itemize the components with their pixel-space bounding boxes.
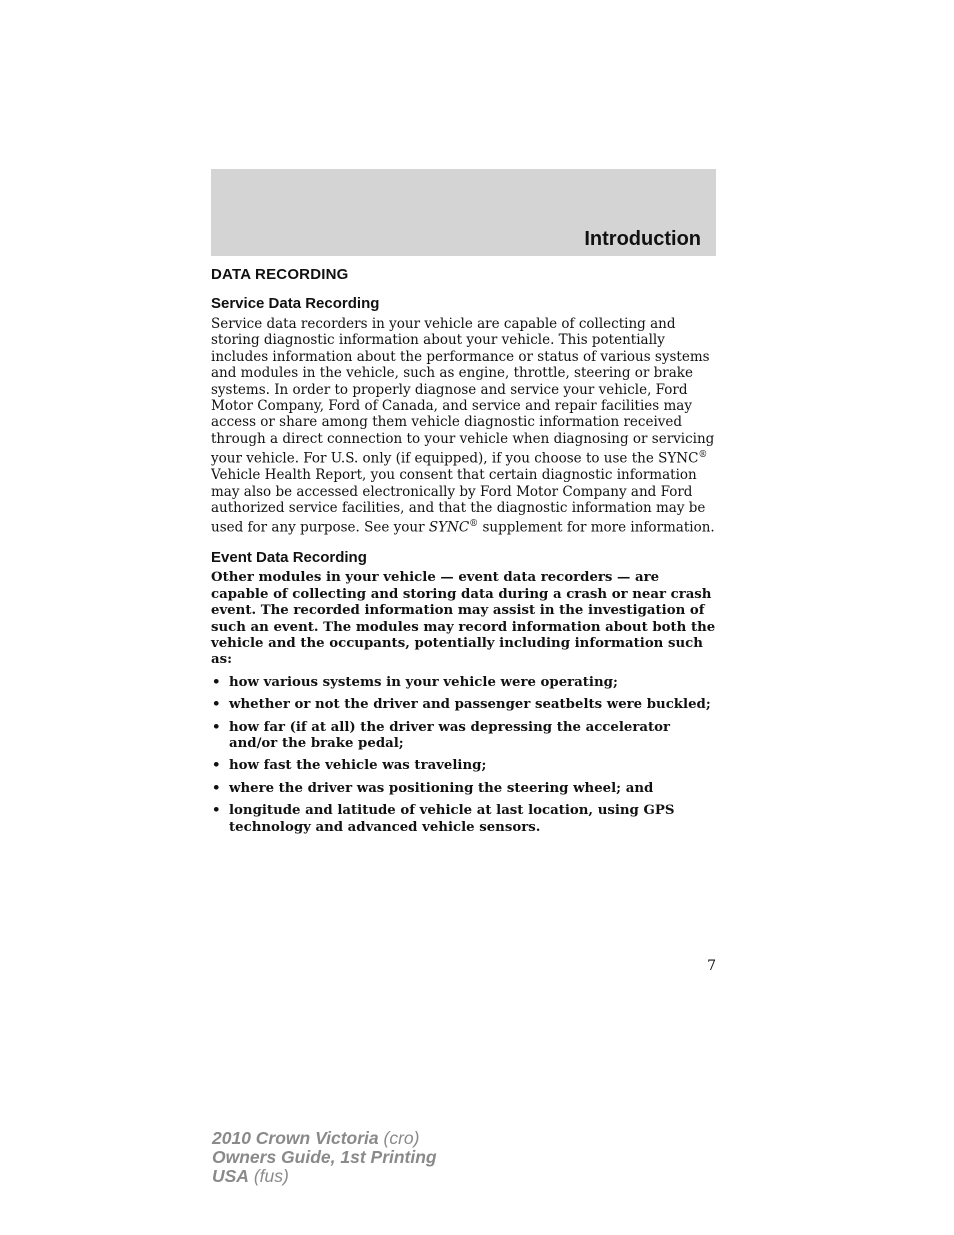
footer-market-code: (fus) xyxy=(248,1166,289,1186)
bullet-icon: • xyxy=(212,758,221,774)
document-footer xyxy=(212,1129,437,1186)
event-data-list xyxy=(211,675,717,836)
list-item xyxy=(211,675,717,691)
footer-line-model xyxy=(212,1129,437,1148)
page-content xyxy=(211,266,717,842)
list-item xyxy=(211,803,717,836)
footer-model-code: (cro) xyxy=(378,1128,420,1148)
bullet-icon: • xyxy=(212,803,221,819)
list-item-text: how various systems in your vehicle were operating; xyxy=(229,674,618,690)
list-item-text: how fast the vehicle was traveling; xyxy=(229,758,487,774)
footer-guide: Owners Guide, 1st Printing xyxy=(212,1147,437,1167)
list-item-text: where the driver was positioning the steering wheel; and xyxy=(229,780,654,796)
footer-model: 2010 Crown Victoria xyxy=(212,1128,379,1148)
bullet-icon: • xyxy=(212,697,221,713)
registered-mark: ® xyxy=(469,519,479,530)
section-heading: DATA RECORDING xyxy=(211,266,349,283)
list-item-text: longitude and latitude of vehicle at last location, using GPS technology and advanced vehicle sensors. xyxy=(229,803,675,835)
service-para-mid: Vehicle Health Report, you consent that certain diagnostic information may also be accessed electronically by Ford Motor Company and Ford authorized service facilities, and that the diagnostic information may be used for any purpose. See your xyxy=(211,467,706,536)
event-data-heading: Event Data Recording xyxy=(211,549,367,567)
event-data-intro: Other modules in your vehicle — event data recorders — are capable of collecting and storing data during a crash or near crash event. The recorded information may assist in the investigation of such an event. The modules may record information about both the vehicle and the occupants, potentially including information such as: xyxy=(211,570,716,668)
registered-mark: ® xyxy=(698,450,708,461)
list-item-text: how far (if at all) the driver was depressing the accelerator and/or the brake pedal; xyxy=(229,719,671,751)
list-item xyxy=(211,697,717,713)
service-para-main: Service data recorders in your vehicle are capable of collecting and storing diagnostic information about your vehicle. This potentially includes information about the performance or status of various systems and modules in the vehicle, such as engine, throttle, steering or brake systems. In order to properly diagnose and service your vehicle, Ford Motor Company, Ford of Canada, and service and repair facilities may access or share among them vehicle diagnostic information received through a direct connection to your vehicle when diagnosing or servicing your vehicle. For U.S. only (if equipped), if you choose to use the SYNC xyxy=(211,316,715,467)
bullet-icon: • xyxy=(212,719,221,735)
service-data-heading: Service Data Recording xyxy=(211,295,380,312)
footer-line-market xyxy=(212,1167,437,1186)
list-item xyxy=(211,781,717,797)
page-number: 7 xyxy=(707,958,716,974)
chapter-title: Introduction xyxy=(584,228,701,250)
sync-italic: SYNC xyxy=(428,519,470,536)
footer-line-guide xyxy=(212,1148,437,1167)
bullet-icon: • xyxy=(212,780,221,796)
footer-market: USA xyxy=(212,1166,249,1186)
service-data-paragraph xyxy=(211,316,717,536)
list-item xyxy=(211,720,717,753)
chapter-header-band xyxy=(211,169,716,256)
bullet-icon: • xyxy=(212,674,221,690)
list-item-text: whether or not the driver and passenger seatbelts were buckled; xyxy=(229,697,711,713)
list-item xyxy=(211,758,717,774)
service-para-end: supplement for more information. xyxy=(478,519,715,536)
